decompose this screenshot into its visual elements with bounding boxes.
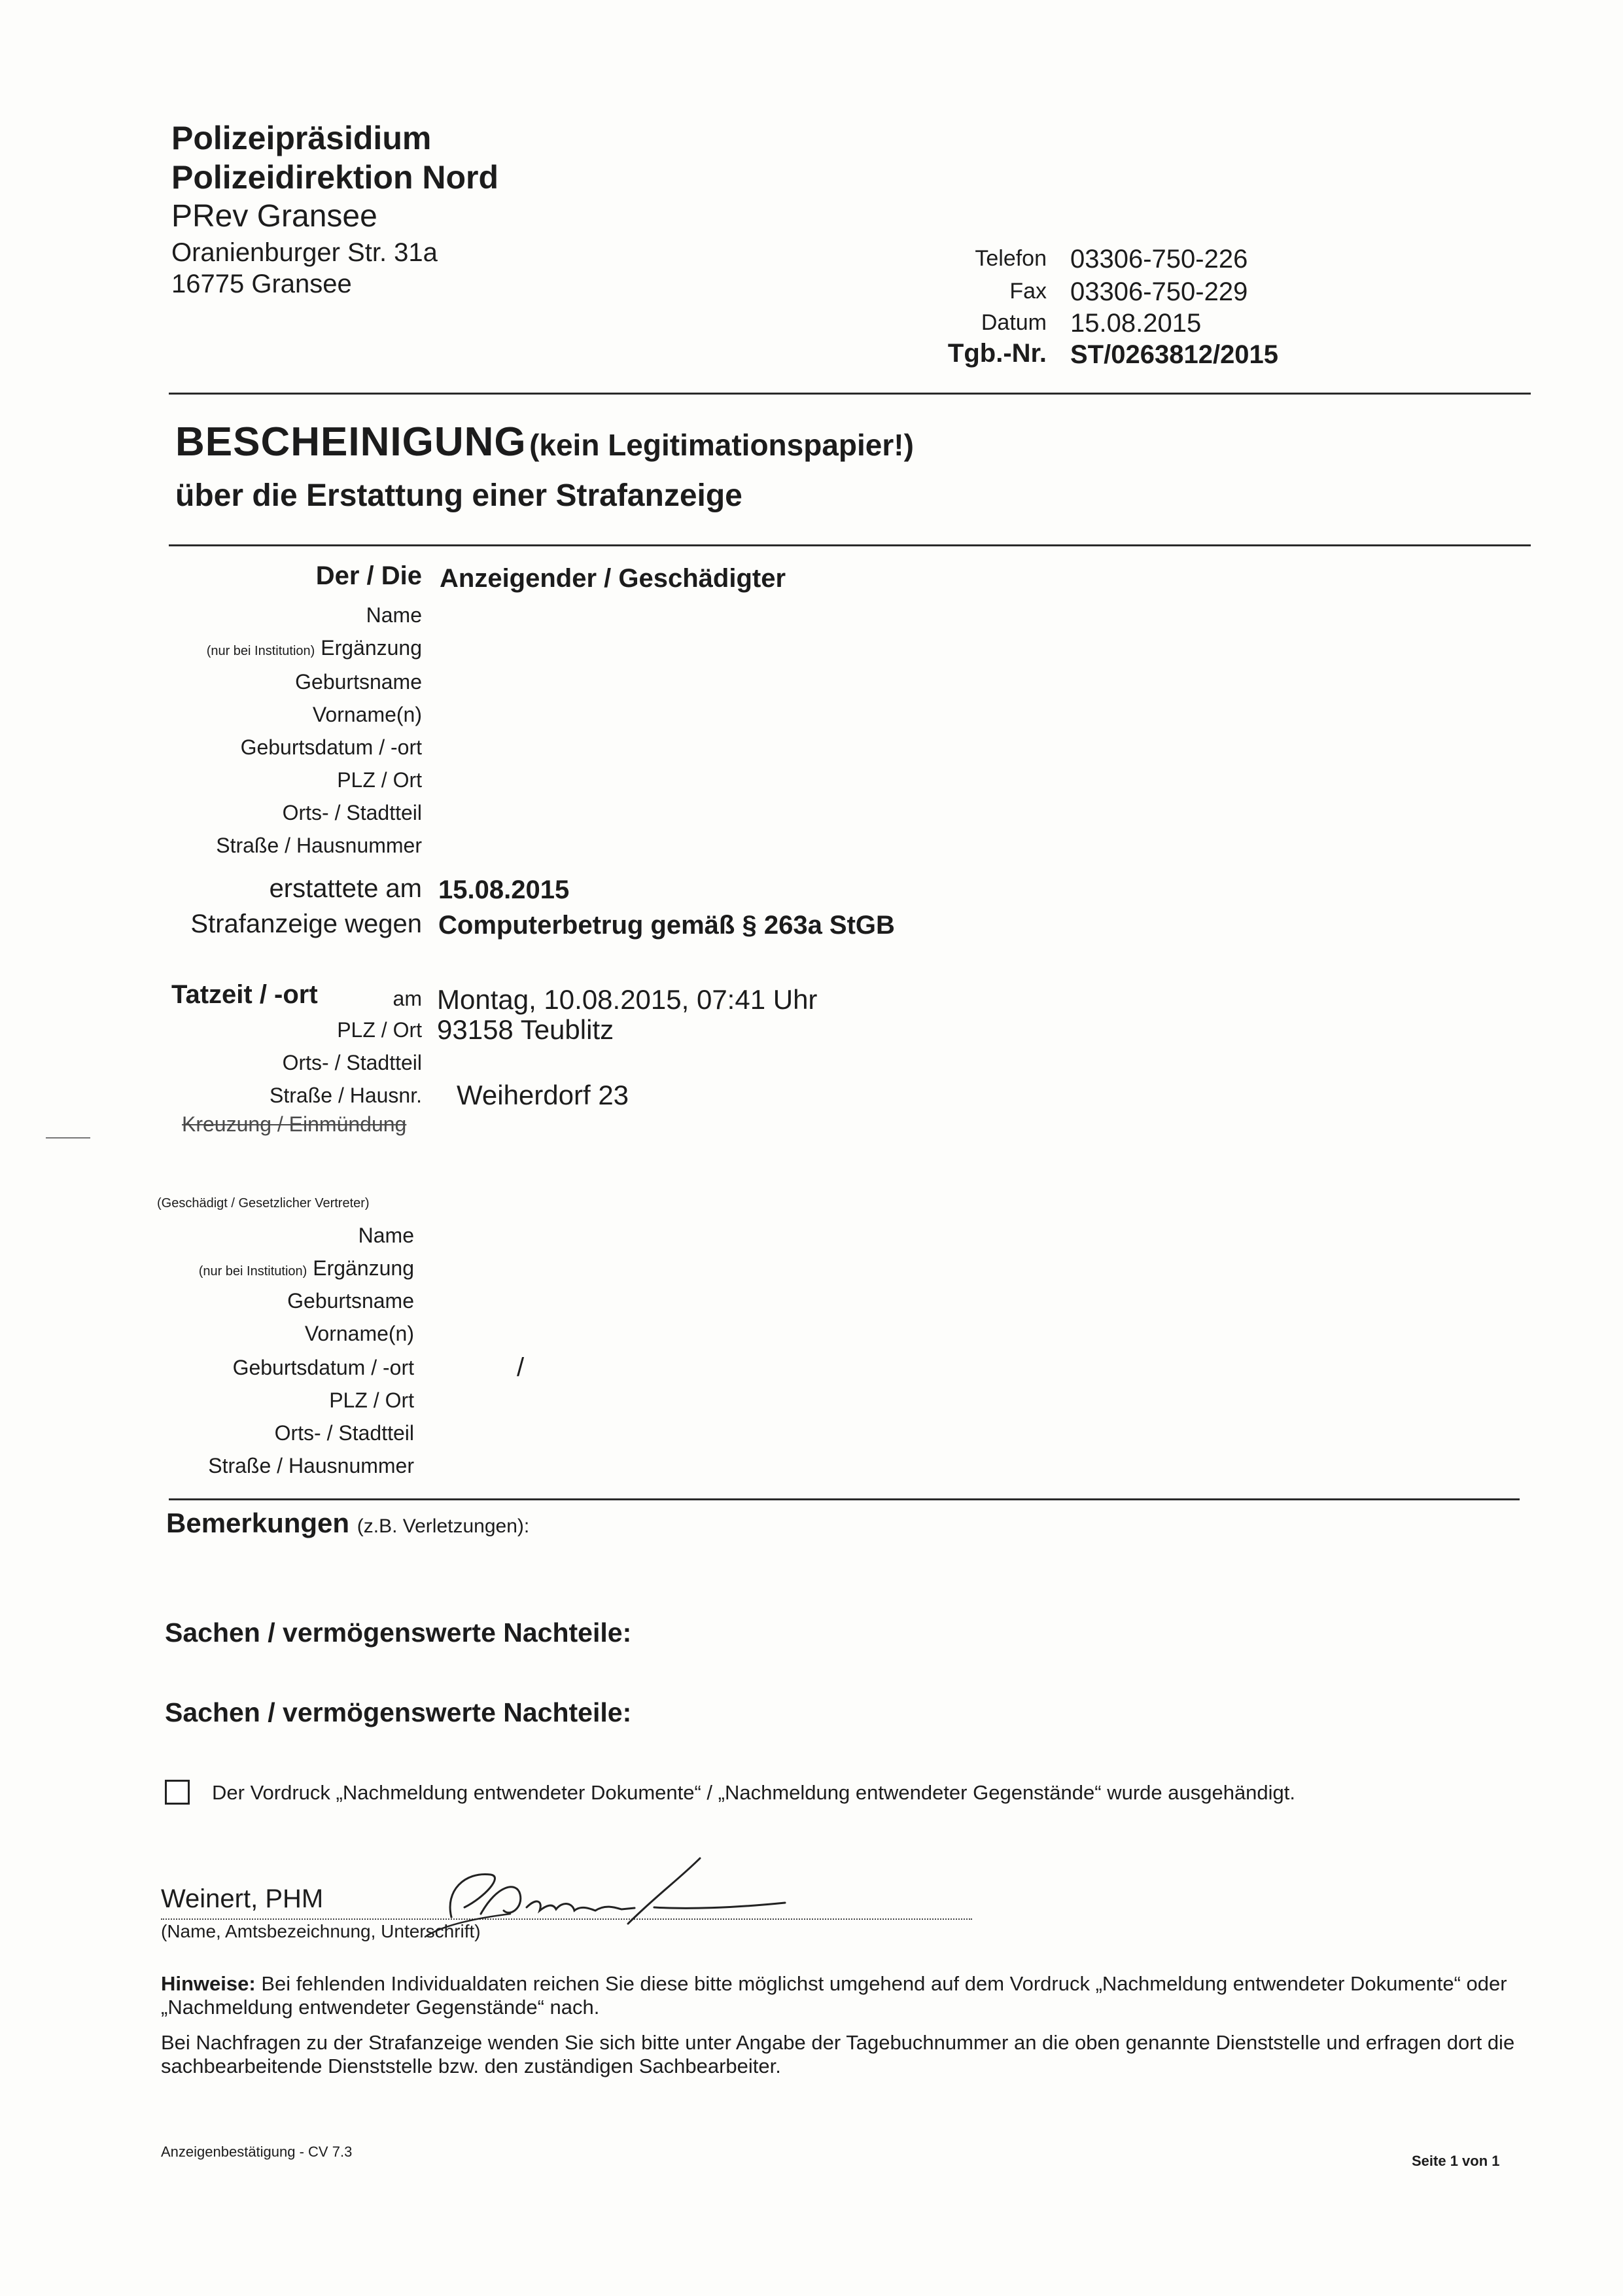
document-subtitle: über die Erstattung einer Strafanzeige xyxy=(175,478,742,513)
victim-plz-label: PLZ / Ort xyxy=(329,1388,414,1412)
tatort-strasse-label: Straße / Hausnr. xyxy=(270,1084,422,1107)
hinweise-paragraph-2: Bei Nachfragen zu der Strafanzeige wenden Sie sich bitte unter Angabe der Tagebuchnummer an die oben genannte Dienststelle und erfragen dort die sachbearbeitende Dienststelle bzw. den zuständigen Sachbearbeiter. xyxy=(161,2031,1515,2077)
erstattet-value: 15.08.2015 xyxy=(438,875,570,904)
victim-divider xyxy=(169,1498,1520,1500)
complainant-geburtsdatum-label: Geburtsdatum / -ort xyxy=(240,735,422,759)
vordruck-checkbox-label: Der Vordruck „Nachmeldung entwendeter Dokumente“ / „Nachmeldung entwendeter Gegenstände“ wurde ausgehändigt. xyxy=(212,1781,1296,1804)
org-line-3: PRev Gransee xyxy=(171,199,377,234)
phone-label: Telefon xyxy=(975,246,1047,271)
signer-name: Weinert, PHM xyxy=(161,1884,324,1913)
date-value: 15.08.2015 xyxy=(1070,309,1202,338)
margin-mark xyxy=(46,1137,90,1139)
tatort-plz-value: 93158 Teublitz xyxy=(437,1014,614,1045)
sachen-heading-2: Sachen / vermögenswerte Nachteile: xyxy=(165,1697,632,1727)
org-street: Oranienburger Str. 31a xyxy=(171,238,438,267)
complainant-name-label: Name xyxy=(366,603,422,627)
complainant-ortsteil-label: Orts- / Stadtteil xyxy=(282,801,422,824)
complainant-plz-label: PLZ / Ort xyxy=(337,768,422,792)
victim-strasse-label: Straße / Hausnummer xyxy=(208,1454,414,1477)
victim-geburtsdatum-value: / xyxy=(517,1353,525,1382)
hinweise-paragraph-1 xyxy=(161,1972,1548,2019)
sachen-heading-1: Sachen / vermögenswerte Nachteile: xyxy=(165,1617,632,1648)
tatzeit-label: Tatzeit / -ort xyxy=(171,980,318,1009)
tatort-ortsteil-label: Orts- / Stadtteil xyxy=(282,1051,422,1074)
hinweise-text-1: Bei fehlenden Individualdaten reichen Sie diese bitte möglichst umgehend auf dem Vordruck „Nachmeldung entwendeter Dokumente“ oder „Nachmeldung entwendeter Gegenstände“ nach. xyxy=(161,1972,1507,2019)
footer-page-number: Seite 1 von 1 xyxy=(1412,2153,1500,2169)
bemerkungen-row xyxy=(166,1508,529,1539)
complainant-geburtsname-label: Geburtsname xyxy=(295,670,422,694)
phone-value: 03306-750-226 xyxy=(1070,245,1248,274)
org-line-1: Polizeipräsidium xyxy=(171,120,432,156)
victim-ergaenzung-text: Ergänzung xyxy=(313,1256,414,1280)
document-title: BESCHEINIGUNG xyxy=(175,419,527,465)
signature-caption: (Name, Amtsbezeichnung, Unterschrift) xyxy=(161,1921,481,1941)
victim-ergaenzung-prefix: (nur bei Institution) xyxy=(198,1264,307,1279)
victim-name-label: Name xyxy=(358,1224,414,1247)
victim-vorname-label: Vorname(n) xyxy=(304,1322,414,1345)
handwritten-signature xyxy=(406,1845,798,1943)
date-label: Datum xyxy=(981,310,1047,335)
tatzeit-am-value: Montag, 10.08.2015, 07:41 Uhr xyxy=(437,984,818,1015)
complainant-ergaenzung-label xyxy=(0,636,422,660)
org-line-2: Polizeidirektion Nord xyxy=(171,159,499,196)
title-divider xyxy=(169,544,1531,546)
tatort-strasse-value: Weiherdorf 23 xyxy=(457,1080,629,1110)
erstattet-label: erstattete am xyxy=(269,874,422,903)
complainant-ergaenzung-text: Ergänzung xyxy=(321,636,422,660)
victim-ergaenzung-label xyxy=(0,1256,414,1280)
hinweise-label: Hinweise: xyxy=(161,1972,256,1995)
wegen-value: Computerbetrug gemäß § 263a StGB xyxy=(438,911,895,940)
complainant-header-value: Anzeigender / Geschädigter xyxy=(440,564,786,593)
complainant-ergaenzung-prefix: (nur bei Institution) xyxy=(206,644,315,658)
bemerkungen-hint: (z.B. Verletzungen): xyxy=(357,1515,530,1537)
fax-value: 03306-750-229 xyxy=(1070,277,1248,306)
title-note: (kein Legitimationspapier!) xyxy=(529,428,914,462)
tgb-label: Tgb.-Nr. xyxy=(947,339,1047,368)
victim-geburtsname-label: Geburtsname xyxy=(287,1289,414,1313)
complainant-vorname-label: Vorname(n) xyxy=(312,703,422,726)
victim-geburtsdatum-label: Geburtsdatum / -ort xyxy=(232,1356,414,1379)
complainant-strasse-label: Straße / Hausnummer xyxy=(216,834,422,857)
tatort-plz-label: PLZ / Ort xyxy=(337,1018,422,1042)
org-city: 16775 Gransee xyxy=(171,270,352,298)
tgb-value: ST/0263812/2015 xyxy=(1070,340,1279,369)
footer-form-id: Anzeigenbestätigung - CV 7.3 xyxy=(161,2144,353,2160)
vordruck-checkbox[interactable] xyxy=(165,1780,190,1805)
kreuzung-label: Kreuzung / Einmündung xyxy=(182,1112,407,1136)
tatzeit-am-label: am xyxy=(393,987,422,1010)
victim-note: (Geschädigt / Gesetzlicher Vertreter) xyxy=(157,1196,370,1210)
title-row xyxy=(175,419,914,465)
header-divider xyxy=(169,393,1531,395)
wegen-label: Strafanzeige wegen xyxy=(190,910,422,938)
fax-label: Fax xyxy=(1009,279,1047,304)
complainant-header-label: Der / Die xyxy=(315,561,422,590)
victim-ortsteil-label: Orts- / Stadtteil xyxy=(274,1421,414,1445)
bemerkungen-label: Bemerkungen xyxy=(166,1508,350,1538)
